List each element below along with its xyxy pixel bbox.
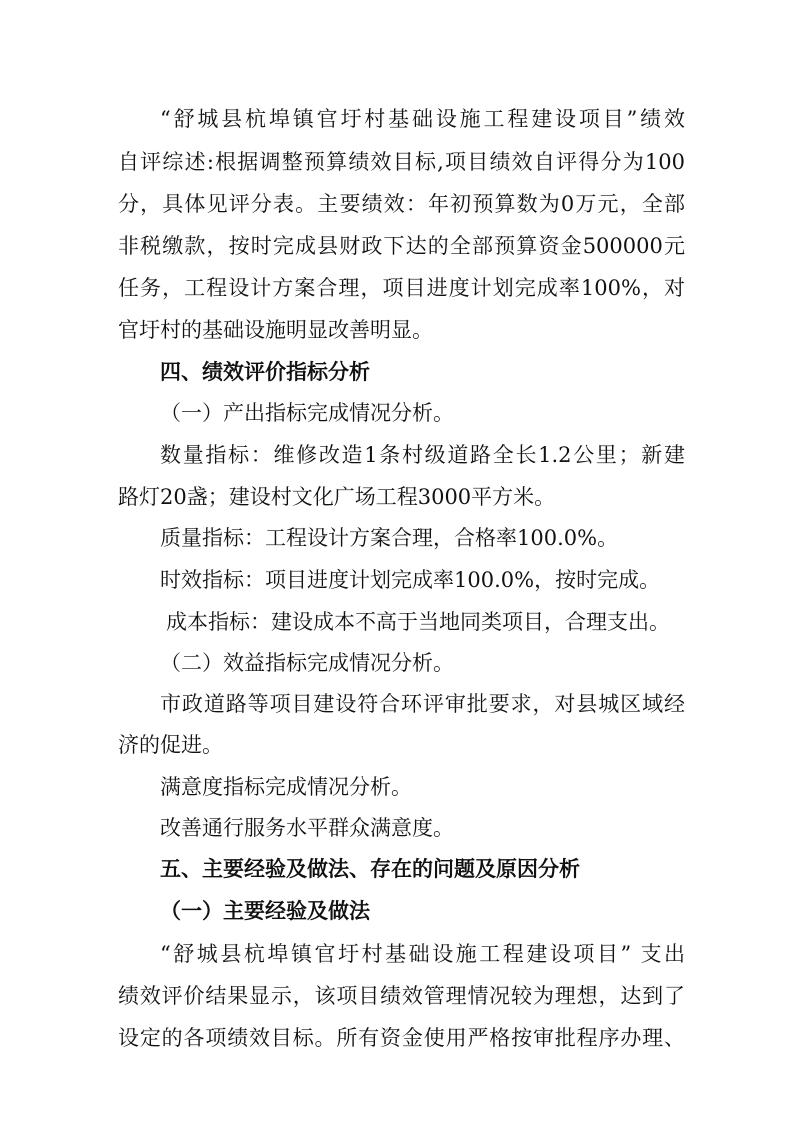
experience-line-2: 绩效评价结果显示，该项目绩效管理情况较为理想，达到了	[118, 984, 685, 1008]
summary-line-3: 分，具体见评分表。主要绩效：年初预算数为0万元，全部	[118, 192, 685, 216]
section-five-heading: 五、主要经验及做法、存在的问题及原因分析	[160, 857, 580, 881]
output-indicators-subheading: （一）产出指标完成情况分析。	[160, 401, 454, 425]
section-four-heading: 四、绩效评价指标分析	[160, 360, 370, 384]
quality-indicator: 质量指标：工程设计方案合理，合格率100.0%。	[160, 526, 619, 550]
summary-line-1: “舒城县杭埠镇官圩村基础设施工程建设项目”绩效	[160, 107, 685, 131]
benefit-indicators-subheading: （二）效益指标完成情况分析。	[160, 651, 454, 675]
experience-subheading: （一）主要经验及做法	[160, 899, 370, 923]
summary-line-4: 非税缴款，按时完成县财政下达的全部预算资金500000元	[118, 234, 685, 258]
cost-indicator: 成本指标：建设成本不高于当地同类项目，合理支出。	[166, 610, 670, 634]
experience-line-3: 设定的各项绩效目标。所有资金使用严格按审批程序办理、	[118, 1026, 685, 1050]
benefit-line-2: 济的促进。	[118, 733, 223, 757]
summary-line-2: 自评综述:根据调整预算绩效目标,项目绩效自评得分为100	[118, 150, 685, 174]
experience-line-1: “舒城县杭埠镇官圩村基础设施工程建设项目” 支出	[160, 942, 685, 966]
benefit-line-1: 市政道路等项目建设符合环评审批要求，对县城区域经	[160, 692, 685, 716]
satisfaction-indicator: 满意度指标完成情况分析。	[160, 775, 412, 799]
summary-line-6: 官圩村的基础设施明显改善明显。	[118, 318, 433, 342]
summary-line-5: 任务，工程设计方案合理，项目进度计划完成率100%，对	[118, 276, 685, 300]
satisfaction-detail: 改善通行服务水平群众满意度。	[160, 816, 454, 840]
quantity-indicator-line-1: 数量指标：维修改造1条村级道路全长1.2公里；新建	[160, 443, 685, 467]
quantity-indicator-line-2: 路灯20盏；建设村文化广场工程3000平方米。	[118, 485, 556, 509]
timeliness-indicator: 时效指标：项目进度计划完成率100.0%，按时完成。	[160, 568, 661, 592]
